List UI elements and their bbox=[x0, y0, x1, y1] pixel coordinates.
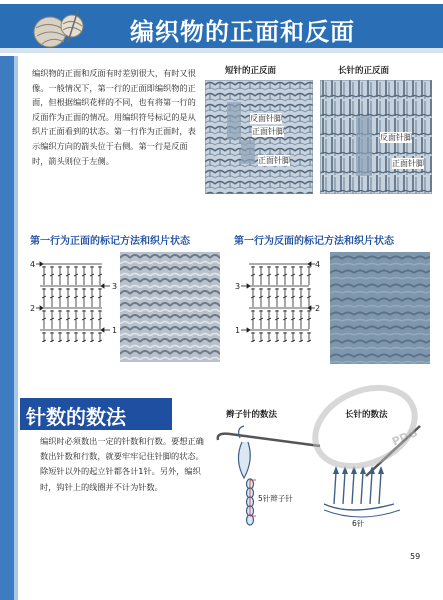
watermark-text: PDG bbox=[390, 425, 420, 449]
page-number: 59 bbox=[410, 552, 421, 561]
front-first-symbol-chart bbox=[30, 250, 120, 342]
left-margin-bar-light bbox=[14, 56, 18, 600]
left-margin-bar bbox=[0, 56, 14, 600]
back-first-heading: 第一行为反面的标记方法和织片状态 bbox=[234, 236, 394, 247]
row-marker-right-4: 4 bbox=[315, 260, 321, 269]
row-marker-left-3: 3 bbox=[112, 282, 118, 291]
long-stitch-label: 长针的正反面 bbox=[338, 66, 390, 76]
watermark-seal bbox=[300, 372, 430, 482]
counting-section-title: 针数的数法 bbox=[26, 405, 126, 429]
long-stitch-swatch bbox=[320, 80, 432, 194]
short-back-stitch-label: 反面针脚 bbox=[250, 114, 282, 123]
short-stitch-swatch bbox=[205, 80, 313, 194]
short-front-stitch-label-2: 正面针脚 bbox=[258, 156, 290, 165]
row-marker-left-2: 2 bbox=[30, 304, 36, 313]
long-front-stitch-label: 正面针脚 bbox=[392, 159, 424, 168]
short-front-stitch-label: 正面针脚 bbox=[252, 127, 284, 136]
chain-count-text: 5针辫子针 bbox=[258, 494, 293, 503]
counting-section-title-bar bbox=[20, 398, 172, 430]
yarn-ball-icon bbox=[28, 6, 88, 50]
back-first-symbol-chart bbox=[235, 250, 325, 342]
page-title: 编织物的正面和反面 bbox=[130, 18, 355, 46]
row-marker-right-1: 1 bbox=[235, 326, 241, 335]
intro-paragraph: 编织物的正面和反面有时差别很大，有时又很像。一般情况下，第一行的正面即编织物的正面，但根据编织花样的不同，也有将第一行的反面作为正面的情况。用编织符号标记的是从织片正面看到的状态。第一行作为正面时，表示编织方向的箭头位于右侧。第一行是反面时，箭头则位于左侧。 bbox=[32, 68, 196, 166]
dc-count-label: 长针的数法 bbox=[345, 410, 388, 420]
long-back-stitch-label: 反面针脚 bbox=[380, 133, 412, 142]
front-first-fabric-photo bbox=[120, 252, 220, 362]
front-first-heading: 第一行为正面的标记方法和织片状态 bbox=[30, 236, 190, 247]
back-first-fabric-photo bbox=[330, 252, 430, 364]
dc-count-text: 6针 bbox=[352, 519, 365, 528]
chain-link bbox=[247, 515, 254, 525]
page-header bbox=[0, 0, 443, 56]
short-stitch-label: 短针的正反面 bbox=[225, 66, 277, 76]
row-marker-right-2: 2 bbox=[315, 304, 321, 313]
row-marker-right-3: 3 bbox=[235, 282, 241, 291]
chain-count-label: 辫子针的数法 bbox=[226, 410, 278, 420]
row-marker-left-1: 1 bbox=[112, 326, 118, 335]
row-marker-left-4: 4 bbox=[30, 260, 36, 269]
counting-paragraph: 编织时必须数出一定的针数和行数。要想正确数出针数和行数，就要牢牢记住针脚的状态。除短针以外的起立针都各计1针。另外，编织时，钩针上的线圈并不计为针数。 bbox=[40, 436, 204, 492]
